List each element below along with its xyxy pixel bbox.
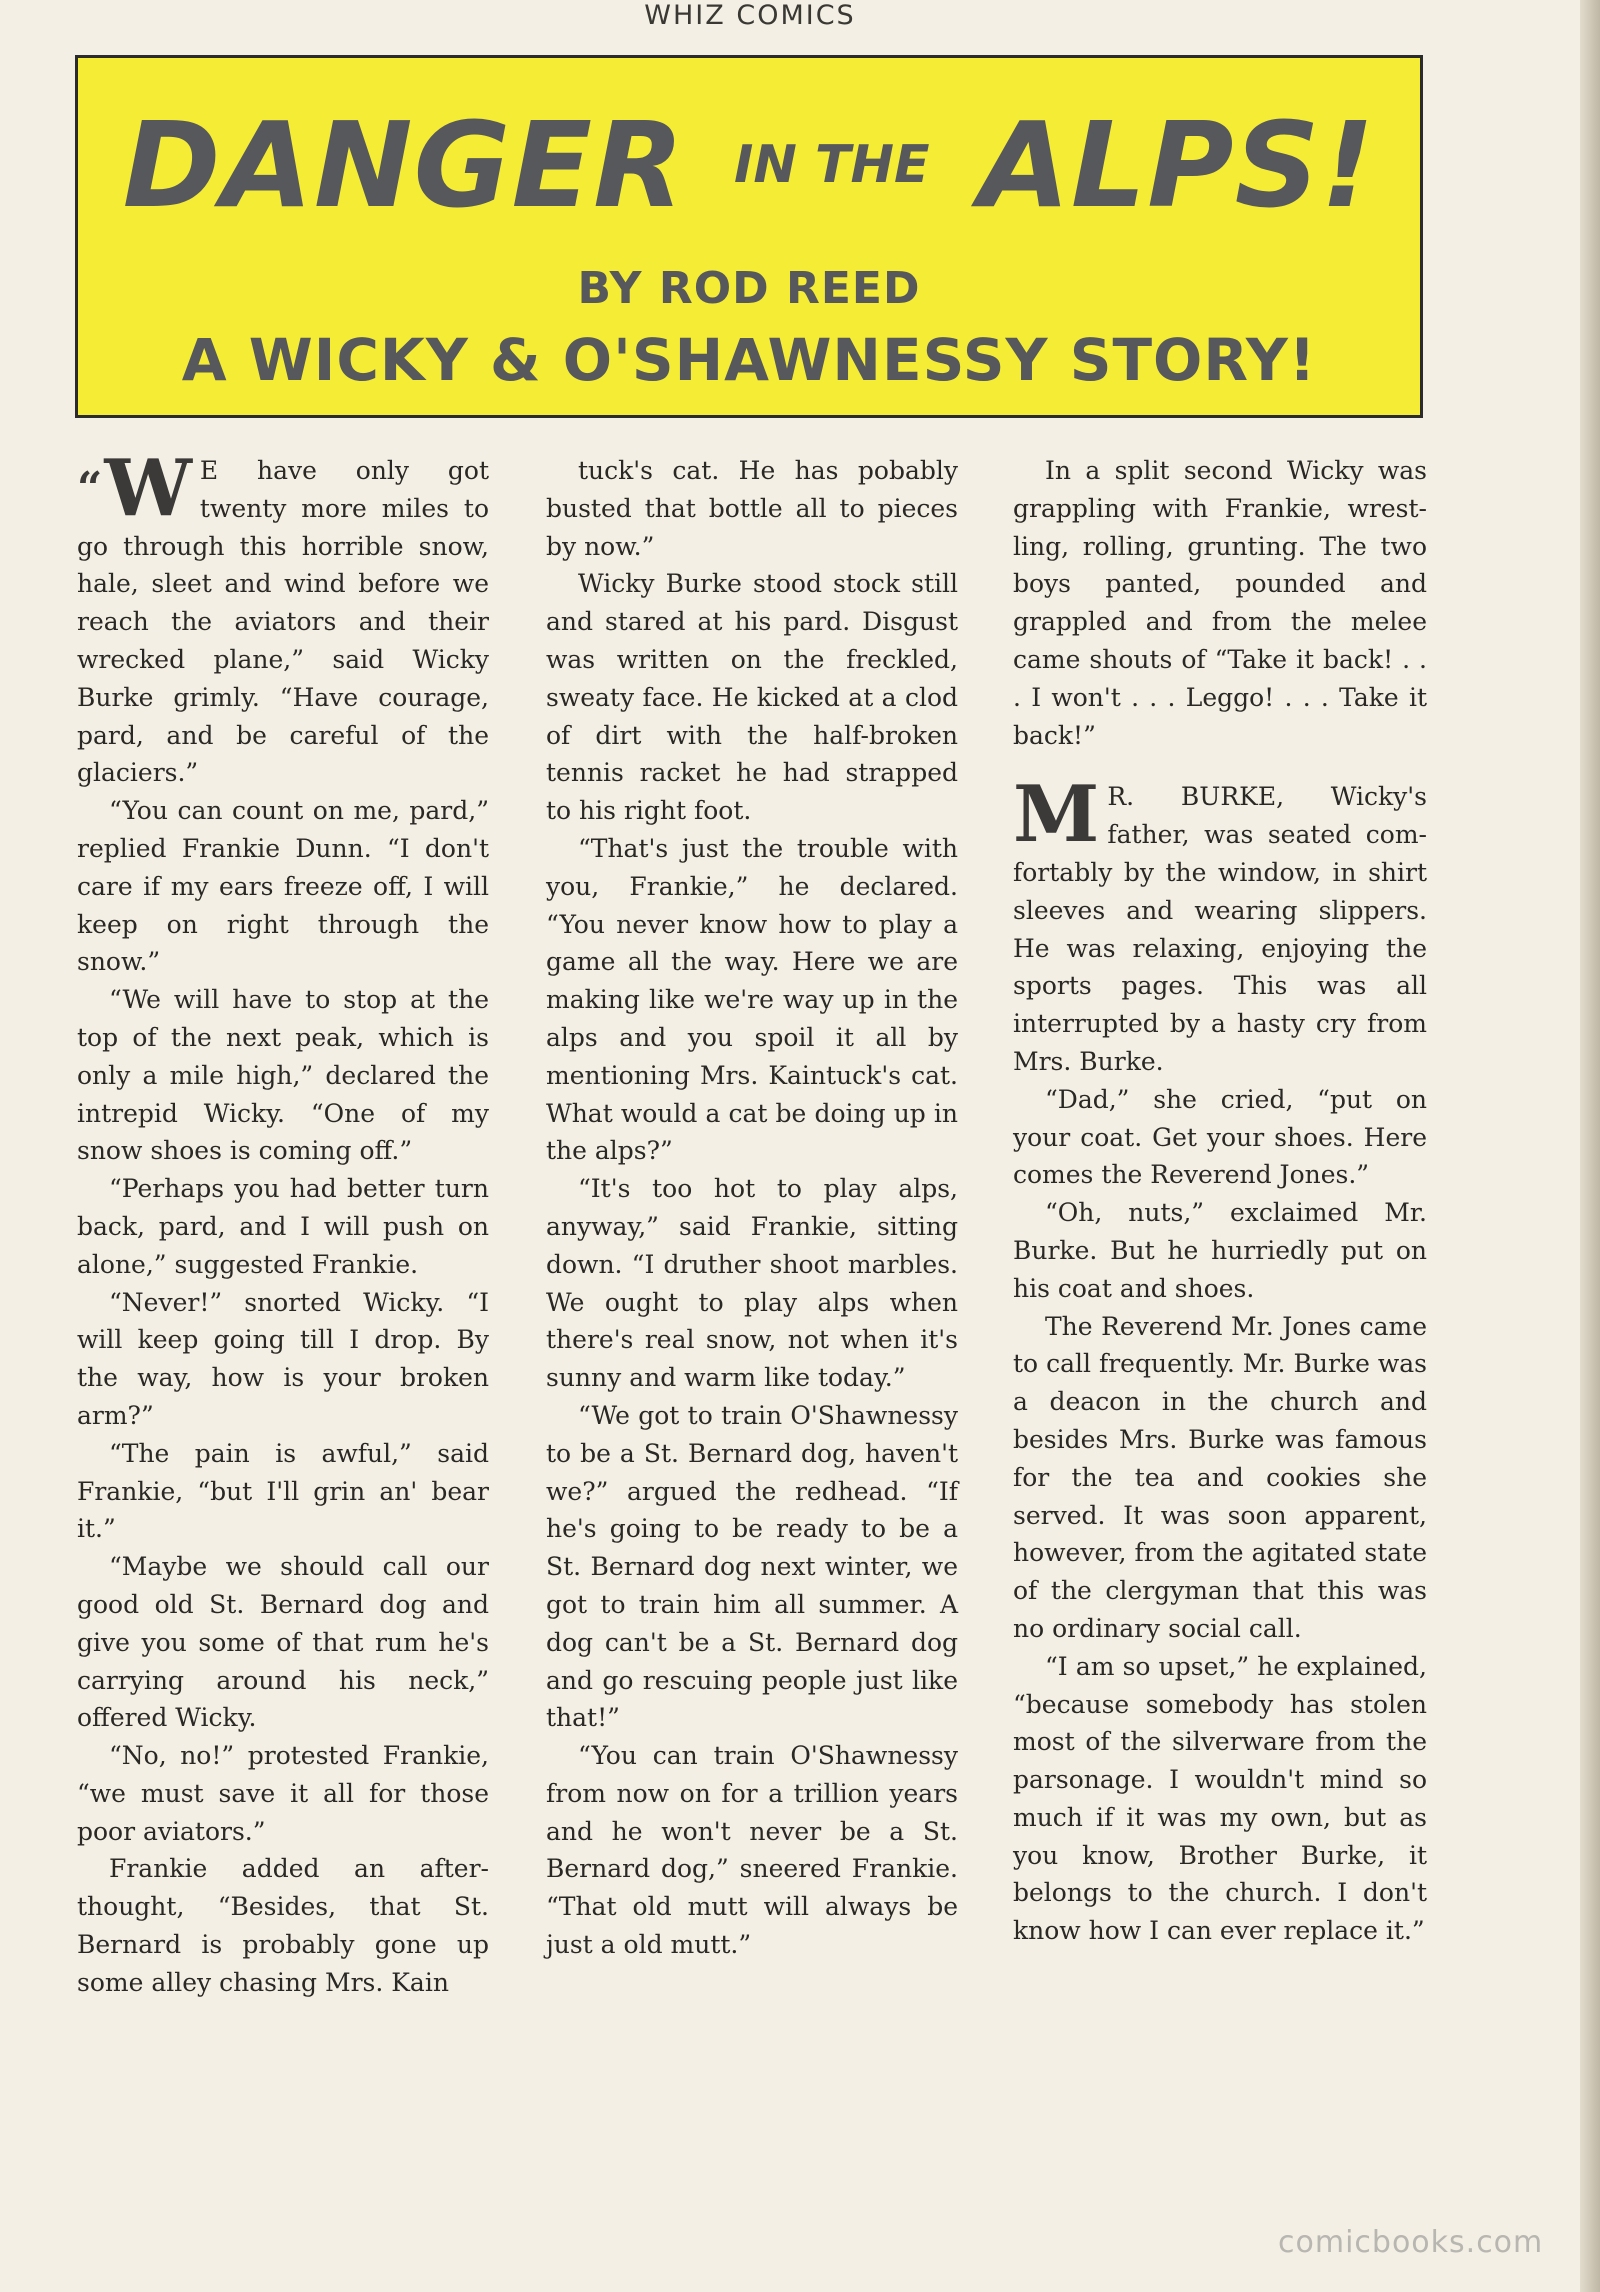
series-tagline: A WICKY & O'SHAWNESSY STORY! (181, 326, 1317, 394)
paragraph: “No, no!” protested Frankie, “we must save it all for those poor aviators.” (77, 1741, 489, 1846)
paragraph: “The pain is awful,” said Frankie, “but I'll grin an' bear it.” (77, 1438, 489, 1544)
paragraph: Frankie added an afterthought, “Besides, that St. Bernard is probably gone up some alley chasing Mrs. Kain (77, 1854, 489, 1997)
paragraph: “Maybe we should call our good old St. Bernard dog and give you some of that rum he's carrying around his neck,” offered Wicky. (77, 1552, 489, 1733)
text-column-3 (1013, 452, 1427, 1950)
text-column-2 (546, 452, 958, 1964)
paragraph: “Oh, nuts,” exclaimed Mr. Burke. But he hurriedly put on his coat and shoes. (1013, 1198, 1427, 1303)
page-edge (1580, 0, 1600, 2292)
text-column-1 (77, 443, 489, 2002)
paragraph (77, 443, 489, 792)
paragraph: “We got to train O'Shawnessy to be a St. Bernard dog, haven't we?” argued the redhead. “If he's going to be ready to be a St. Bernard dog next winter, we got to train him all summer. A dog can't be a St. Bernard dog and go rescuing people just like that!” (546, 1400, 958, 1733)
watermark: comicbooks.com (1278, 2225, 1544, 2260)
paragraph: “It's too hot to play alps, anyway,” said Frankie, sitting down. “I druther shoot marbles. We ought to play alps when there's real snow, not when it's sunny and warm like today.” (546, 1174, 958, 1393)
drop-cap (77, 443, 192, 534)
paragraph: “I am so upset,” he explained, “because somebody has stolen most of the silverware from the parsonage. I wouldn't mind so much if it was my own, but as you know, Brother Burke, it belongs to the church. I don't know how I can ever replace it.” (1013, 1651, 1427, 1946)
drop-cap: M (1013, 769, 1100, 861)
title-word-in-the: IN THE (734, 135, 930, 195)
paragraph: tuck's cat. He has pobably busted that bottle all to pieces by now.” (546, 456, 958, 561)
paragraph: In a split second Wicky was grappling with Frankie, wrestling, rolling, grunting. The two boys panted, pounded and grappled and from the melee came shouts of “Take it back! . . . I won't . . . Leggo! . . . Take it back!” (1013, 456, 1427, 750)
paragraph: “You can train O'Shawnessy from now on for a trillion years and he won't never be a St. Bernard dog,” sneered Frankie. “That old mutt will always be just a old mutt.” (546, 1741, 958, 1960)
title-banner (75, 55, 1423, 418)
byline: BY ROD REED (577, 263, 921, 314)
title-word-danger: DANGER (122, 96, 685, 234)
drop-cap-letter: W (104, 443, 192, 534)
title-word-alps: ALPS! (978, 96, 1376, 234)
story-title (78, 96, 1420, 234)
running-head: WHIZ COMICS (644, 0, 856, 31)
paragraph: “That's just the trouble with you, Frankie,” he declared. “You never know how to play a game all the way. Here we are making like we're way up in the alps and you spoil it all by mentioning Mrs. Kaintuck's cat. What would a cat be doing up in the alps?” (546, 833, 958, 1166)
paragraph: “Never!” snorted Wicky. “I will keep going till I drop. By the way, how is your broken arm?” (77, 1287, 489, 1430)
paragraph (1013, 769, 1427, 1080)
paragraph: “Perhaps you had better turn back, pard, and I will push on alone,” suggested Frankie. (77, 1174, 489, 1279)
paragraph-text: E have only got twenty more miles to go through this horrible snow, hale, sleet and wind before we reach the aviators and their wrecked plane,” said Wicky Burke grimly. “Have courage, pard, and be careful of the glaciers.” (77, 456, 489, 788)
paragraph: Wicky Burke stood stock still and stared at his pard. Disgust was written on the freckled, sweaty face. He kicked at a clod of dirt with the half-broken tennis racket he had strapped to his right foot. (546, 569, 958, 826)
drop-cap-quote: “ (77, 463, 103, 514)
paragraph: “Dad,” she cried, “put on your coat. Get your shoes. Here comes the Reverend Jones.” (1013, 1084, 1427, 1190)
paragraph: “You can count on me, pard,” replied Frankie Dunn. “I don't care if my ears freeze off, I will keep on right through the snow.” (77, 796, 489, 977)
paragraph: The Reverend Mr. Jones came to call frequently. Mr. Burke was a deacon in the church and besides Mrs. Burke was famous for the tea and cookies she served. It was soon apparent, however, from the agitated state of the clergyman that this was no ordinary social call. (1013, 1311, 1427, 1643)
paragraph: “We will have to stop at the top of the next peak, which is only a mile high,” declared the intrepid Wicky. “One of my snow shoes is coming off.” (77, 985, 489, 1166)
paragraph-text: R. BURKE, Wicky's father, was seated comfortably by the window, in shirt sleeves and wearing slippers. He was relaxing, enjoying the sports pages. This was all interrupted by a hasty cry from Mrs. Burke. (1013, 782, 1427, 1076)
